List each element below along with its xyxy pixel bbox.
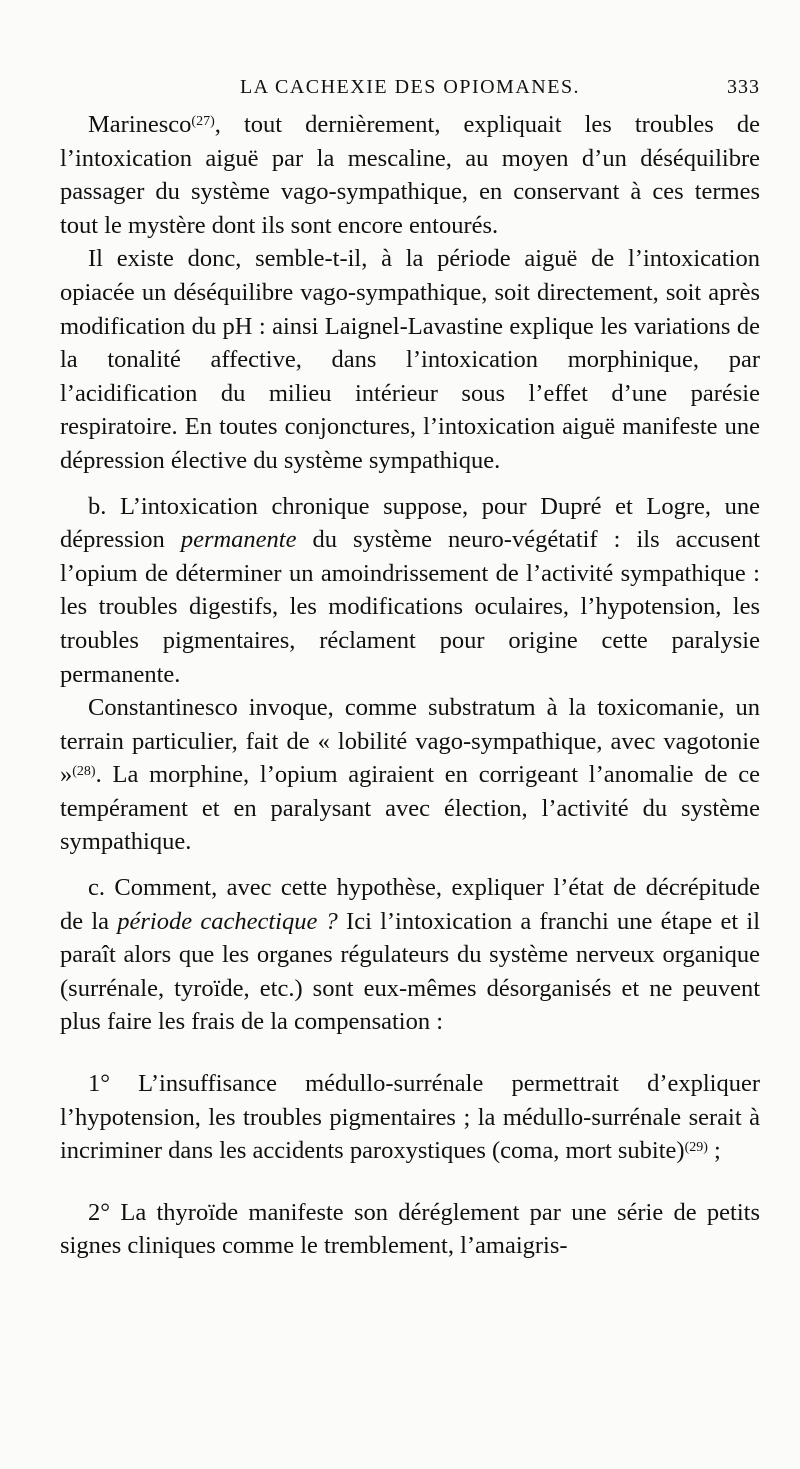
paragraph-c-cachectique [60,871,760,1039]
paragraph-marinesco [60,108,760,242]
footnote-ref-29: (29) [684,1140,708,1156]
text-span: b. L’intoxication chronique suppose, pour Dupré et Logre, une dépression [60,492,760,554]
paragraph-b-intoxication-chronique [60,490,760,692]
running-title: LA CACHEXIE DES OPIOMANES. [239,76,581,98]
page-header [60,62,760,102]
text-span: Constantinesco invoque, comme substratum à la toxicomanie, un terrain particulier, fait de « lobilité vago-sympathique, avec vagotonie » [60,694,760,789]
italic-term: période cachectique ? [117,907,338,935]
text-span: du système neuro-végétatif : ils accusent l’opium de déterminer un amoindrissement de l’activité sympathique : les troubles digestifs, les modifications oculaires, l’hypotension, les troubles pigmentaires, réclament pour origine cette paralysie permanente. [60,526,761,688]
text-span: , tout dernièrement, expliquait les troubles de l’intoxication aiguë par la mescaline, au moyen d’un déséquilibre passager du système vago-sympathique, en conservant à ces termes tout le mystère dont ils sont encore entourés. [60,111,760,239]
text-span: 1° L’insuffisance médullo-surrénale permettrait d’expliquer l’hypotension, les troubles pigmentaires ; la médullo-surrénale serait à incriminer dans les accidents paroxystiques (coma, mort subite) [60,1070,760,1165]
page-body [60,108,760,1263]
italic-term: permanente [180,526,297,554]
paragraph-2-thyroide: 2° La thyroïde manifeste son déréglement par une série de petits signes cliniques comme le tremblement, l’amaigris- [60,1198,760,1260]
text-span: c. Comment, avec cette hypothèse, expliquer l’état de décrépitude de la [60,874,760,935]
paragraph-constantinesco [60,691,760,859]
footnote-ref-27: (27) [191,114,215,129]
text-span: Marinesco [88,111,192,138]
footnote-ref-28: (28) [72,764,96,780]
text-span: Ici l’intoxication a franchi une étape et il paraît alors que les organes régulateurs du système nerveux organique (surrénale, tyroïde, etc.) sont eux-mêmes désorganisés et ne peuvent plus faire les frais de la compensation : [60,907,761,1036]
text-span: . La morphine, l’opium agiraient en corrigeant l’anomalie de ce tempérament et en paralysant avec élection, l’activité du système sympathique. [60,761,760,856]
page-number: 333 [727,76,760,98]
paragraph-desequilibre: Il existe donc, semble-t-il, à la période aiguë de l’intoxication opiacée un déséquilibre vago-sympathique, soit directement, soit après modification du pH : ainsi Laignel-Lavastine explique les variations de la tonalité affective, dans l’intoxication morphinique, par l’acidification du milieu intérieur sous l’effet d’une parésie respiratoire. En toutes conjonctures, l’intoxication aiguë manifeste une dépression élective du système sympathique. [60,245,760,474]
paragraph-1-surrenale [60,1067,760,1168]
text-span: ; [707,1137,721,1165]
